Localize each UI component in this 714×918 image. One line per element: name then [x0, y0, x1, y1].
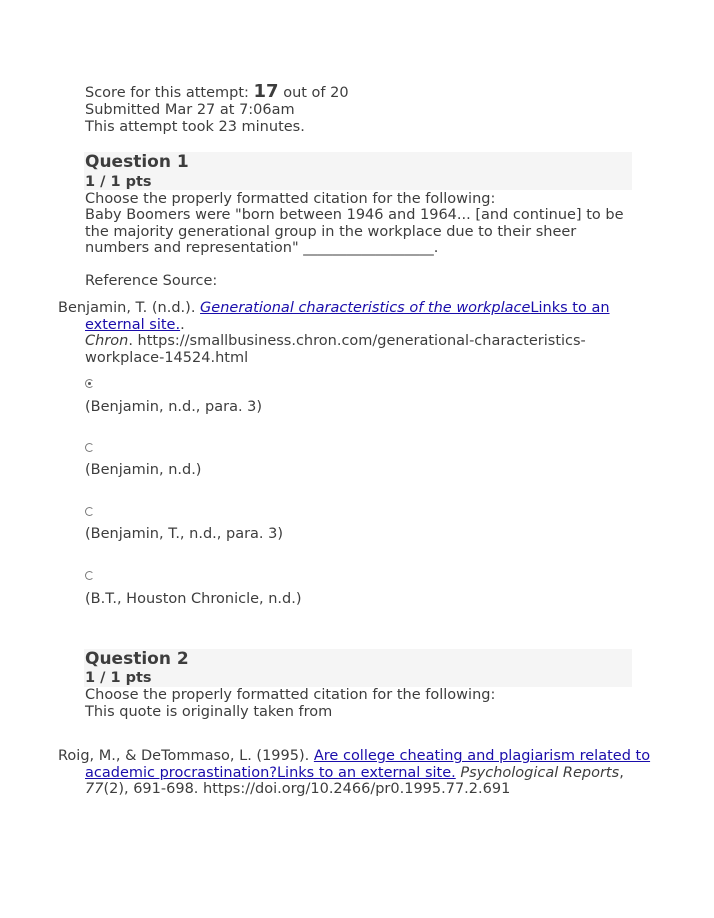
option-1-radio[interactable]	[85, 379, 94, 388]
attempt-summary	[85, 83, 349, 136]
reference-source-label: Reference Source:	[85, 273, 218, 289]
reference-link-title: Generational characteristics of the workplace	[200, 300, 531, 316]
submitted-text: Submitted Mar 27 at 7:06am	[85, 102, 295, 118]
question-1-title: Question 1	[85, 152, 189, 172]
option-2-label[interactable]: (Benjamin, n.d.)	[85, 462, 202, 478]
question-2-quote: This quote is originally taken from	[85, 704, 333, 720]
question-1-reference	[58, 300, 665, 366]
reference-source: Chron	[85, 333, 129, 349]
question-1-prompt: Choose the properly formatted citation for the following:	[85, 191, 496, 207]
question-1-points: 1 / 1 pts	[85, 174, 152, 190]
score-line	[85, 83, 349, 102]
option-4-label[interactable]: (B.T., Houston Chronicle, n.d.)	[85, 591, 302, 607]
reference-author: Benjamin, T. (n.d.).	[58, 300, 201, 316]
external-link-text: Links to an external site.	[276, 764, 456, 781]
option-2-radio[interactable]	[85, 443, 94, 452]
question-2-title: Question 2	[85, 649, 189, 669]
external-link-text: Links to an external site.	[85, 300, 610, 333]
reference-author: Roig, M., & DeTommaso, L. (1995).	[58, 748, 314, 764]
option-3-radio[interactable]	[85, 507, 94, 516]
reference-journal: Psychological Reports	[460, 764, 620, 781]
option-4-radio[interactable]	[85, 571, 94, 580]
question-2-points: 1 / 1 pts	[85, 670, 152, 686]
score-total: out of 20	[278, 85, 349, 101]
reference-details: (2), 691-698. https://doi.org/10.2466/pr0.1995.77.2.691	[103, 781, 511, 797]
question-1-quote: Baby Boomers were "born between 1946 and 1964... [and continue] to be the majority generational group in the workplace due to their sheer numbers and representation" __________________.	[85, 207, 624, 256]
question-2-prompt: Choose the properly formatted citation for the following:	[85, 687, 496, 703]
duration-text: This attempt took 23 minutes.	[85, 119, 305, 135]
question-2-reference: Roig, M., & DeTommaso, L. (1995). Are college cheating and plagiarism related to academic procrastination?Links to an external site. Psychological Reports, 77(2), 691-698. https://doi.org/10.2466/pr0.1995.77.2.691	[58, 748, 651, 797]
reference-url: . https://smallbusiness.chron.com/generational-characteristics-workplace-14524.html	[85, 333, 586, 366]
score-label: Score for this attempt:	[85, 85, 254, 101]
score-value: 17	[253, 81, 279, 102]
reference-link-title: Are college cheating and plagiarism related to academic procrastination?	[85, 748, 651, 781]
option-1-label[interactable]: (Benjamin, n.d., para. 3)	[85, 399, 263, 415]
option-3-label[interactable]: (Benjamin, T., n.d., para. 3)	[85, 526, 284, 542]
reference-volume: 77	[85, 781, 104, 797]
reference-punct: .	[180, 316, 185, 333]
